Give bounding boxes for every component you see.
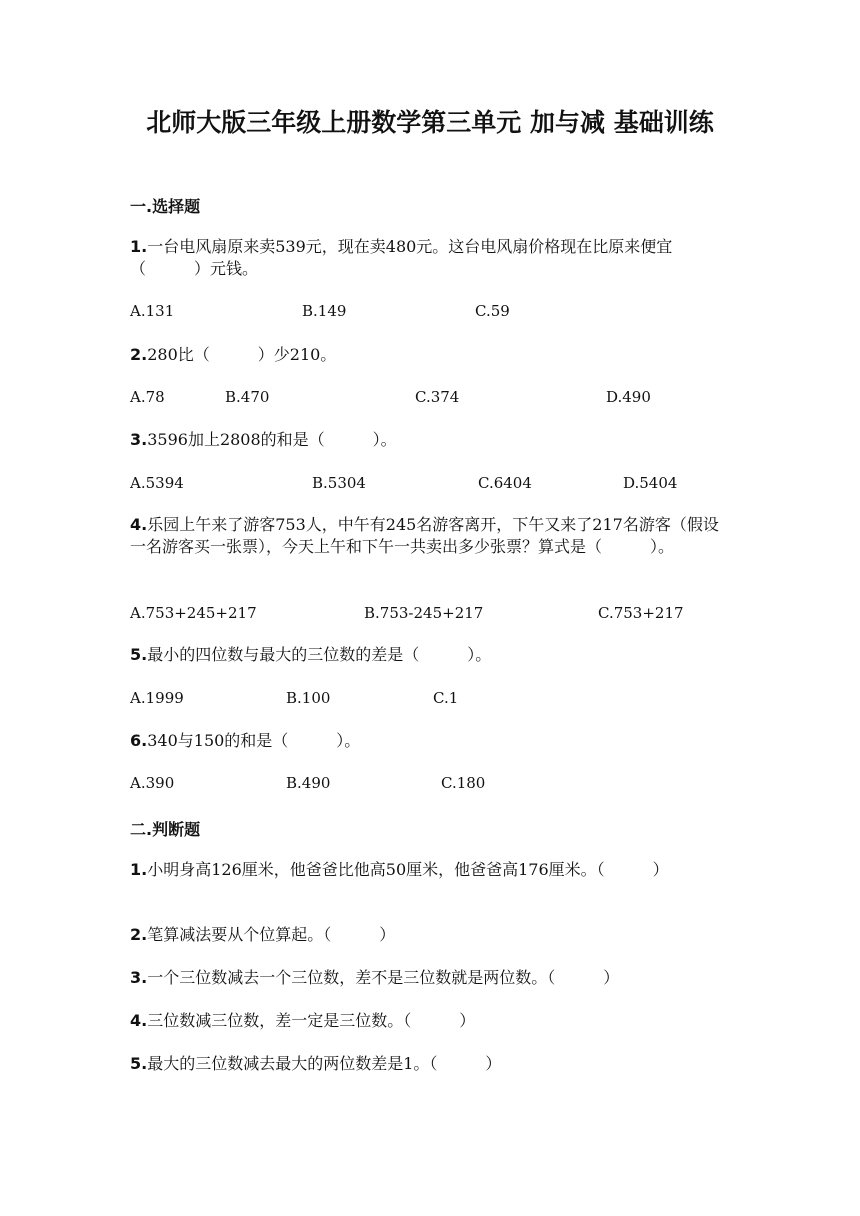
option-b: B.100 <box>286 689 331 707</box>
question-number: 3. <box>130 968 148 987</box>
choice-question-3 <box>130 429 730 451</box>
question-number: 2. <box>130 345 148 364</box>
option-b: B.5304 <box>312 474 366 492</box>
page-title: 北师大版三年级上册数学第三单元 加与减 基础训练 <box>146 108 714 137</box>
section-heading-choice: 一.选择题 <box>130 197 201 216</box>
question-number: 2. <box>130 925 148 944</box>
option-c: C.180 <box>441 774 486 792</box>
choice-options-3 <box>130 474 730 496</box>
question-text: 最大的三位数减去最大的两位数差是1。（ ） <box>147 1054 502 1073</box>
question-number: 4. <box>130 1011 148 1030</box>
question-number: 5. <box>130 1054 148 1073</box>
question-text: 一个三位数减去一个三位数，差不是三位数就是两位数。（ ） <box>147 968 620 987</box>
question-number: 1. <box>130 237 148 256</box>
question-text: 一台电风扇原来卖539元，现在卖480元。这台电风扇价格现在比原来便宜（ ）元钱。 <box>130 237 673 278</box>
judgement-question-3 <box>130 967 730 989</box>
option-a: A.5394 <box>130 474 184 492</box>
option-a: A.78 <box>130 388 165 406</box>
section-heading-judgement: 二.判断题 <box>130 820 201 839</box>
option-b: B.490 <box>286 774 331 792</box>
question-number: 5. <box>130 645 148 664</box>
choice-options-4 <box>130 604 730 626</box>
question-number: 3. <box>130 430 148 449</box>
option-c: C.374 <box>415 388 460 406</box>
judgement-question-5 <box>130 1053 730 1075</box>
question-number: 1. <box>130 860 148 879</box>
option-d: D.5404 <box>623 474 678 492</box>
option-a: A.131 <box>130 302 175 320</box>
option-b: B.753-245+217 <box>364 604 484 622</box>
judgement-question-4 <box>130 1010 730 1032</box>
question-text: 3596加上2808的和是（ ）。 <box>147 430 397 449</box>
choice-question-2 <box>130 344 730 366</box>
question-text: 最小的四位数与最大的三位数的差是（ ）。 <box>147 645 492 664</box>
option-b: B.470 <box>225 388 270 406</box>
choice-question-5 <box>130 644 730 666</box>
choice-options-5 <box>130 689 730 711</box>
option-c: C.59 <box>475 302 510 320</box>
choice-options-2 <box>130 388 730 410</box>
question-number: 6. <box>130 731 148 750</box>
choice-question-1 <box>130 236 730 280</box>
choice-options-6 <box>130 774 730 796</box>
option-a: A.1999 <box>130 689 184 707</box>
question-text: 三位数减三位数，差一定是三位数。（ ） <box>147 1011 476 1030</box>
option-c: C.753+217 <box>598 604 684 622</box>
question-text: 340与150的和是（ ）。 <box>147 731 361 750</box>
judgement-question-2 <box>130 924 730 946</box>
option-c: C.6404 <box>478 474 532 492</box>
judgement-question-1 <box>130 859 730 881</box>
option-c: C.1 <box>433 689 459 707</box>
option-a: A.390 <box>130 774 175 792</box>
question-text: 小明身高126厘米，他爸爸比他高50厘米，他爸爸高176厘米。（ ） <box>147 860 669 879</box>
choice-question-4 <box>130 514 730 558</box>
question-text: 280比（ ）少210。 <box>147 345 337 364</box>
question-text: 笔算减法要从个位算起。（ ） <box>147 925 396 944</box>
option-a: A.753+245+217 <box>130 604 257 622</box>
option-d: D.490 <box>606 388 651 406</box>
choice-options-1 <box>130 302 730 324</box>
choice-question-6 <box>130 730 730 752</box>
question-number: 4. <box>130 515 148 534</box>
option-b: B.149 <box>302 302 347 320</box>
question-text: 乐园上午来了游客753人，中午有245名游客离开，下午又来了217名游客（假设一名游客买一张票），今天上午和下午一共卖出多少张票？算式是（ ）。 <box>130 515 719 556</box>
